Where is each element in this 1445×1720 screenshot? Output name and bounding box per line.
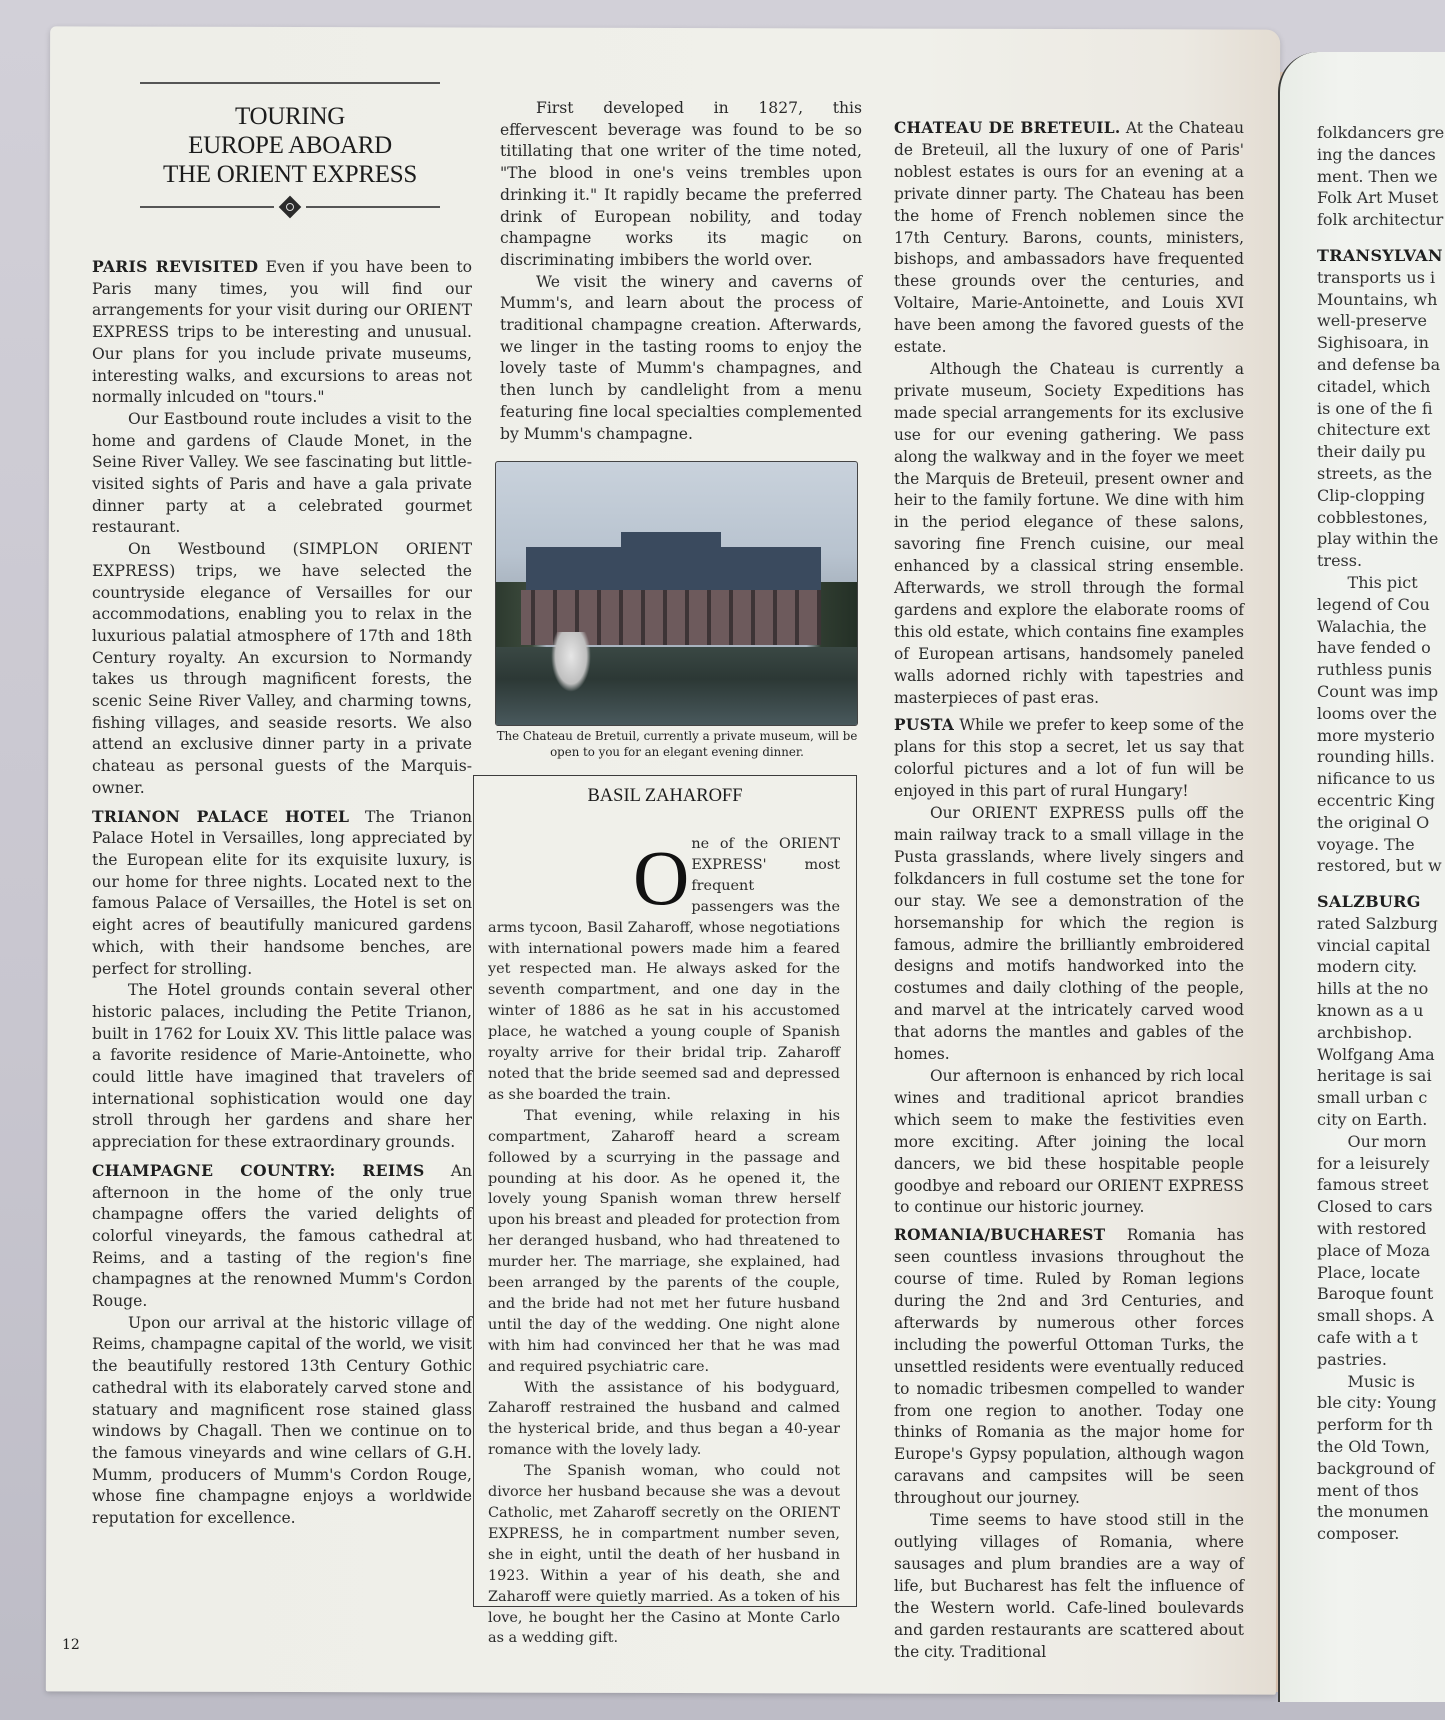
magazine-page-right-partial [1278, 52, 1445, 1702]
next-page-line: pastries. [1317, 1349, 1387, 1369]
next-page-line: city on Earth. [1317, 1110, 1428, 1130]
next-page-line: Baroque fount [1317, 1284, 1434, 1304]
article-title [140, 102, 440, 189]
section-heading-trianon: TRIANON PALACE HOTEL [92, 806, 350, 826]
champagne-history-paragraph: First developed in 1827, this effervescent beverage was found to be so titillating that one writer of the time noted, "The blood in one's veins trembles upon drinking it." It rapidly became the preferred drink of European nobility, and today champagne works its magic on discriminating imbibers the world over. [500, 99, 862, 269]
next-page-line: Our morn [1317, 1131, 1427, 1151]
next-page-line: ment. Then we [1317, 166, 1438, 186]
section-heading-pusta: PUSTA [894, 716, 955, 735]
photo-roof-right [721, 547, 821, 592]
next-page-line: is one of the fi [1317, 398, 1433, 418]
next-page-line: for a leisurely [1317, 1153, 1430, 1173]
next-page-column [1317, 122, 1445, 1545]
pusta-paragraph: Our ORIENT EXPRESS pulls off the main railway track to a small village in the Pusta grasslands, where lively singers and folkdancers in full costume set the tone for our stay. We see a demonstration of the horsemanship for which the region is famous, admire the brilliantly embroidered designs and motifs handworked into the costumes and daily clothing of the people, and marvel at the intricately carved wood that adorns the mantles and gables of the homes. [894, 804, 1244, 1064]
next-page-line: ing the dances [1317, 144, 1436, 164]
paris-paragraph: On Westbound (SIMPLON ORIENT EXPRESS) trips, we have selected the countryside elegance of Versailles for our accommodations, enabling you to relax in the luxurious palatial atmosphere of 17th and 18th Century royalty. An excursion to Normandy takes us through magnificent forests, the scenic Seine River Valley, and charming towns, fishing villages, and seaside resorts. We also attend an exclusive dinner party in a private chateau as personal guests of the Marquis-owner. [92, 540, 472, 797]
sidebar-p1-text: ne of the ORIENT EXPRESS' most frequent passengers was the arms tycoon, Basil Zaharoff, whose negotiations with international powers made him a feared yet respected man. He always asked for the seventh compartment, and one day in the winter of 1886 as he sat in his accustomed place, he watched a young couple of Spanish royalty arrive for their bridal trip. Zaharoff noted that the bride seemed sad and depressed as she boarded the train. [488, 836, 840, 1103]
next-page-line: chitecture ext [1317, 420, 1431, 440]
next-page-line: Music is [1317, 1371, 1415, 1391]
title-line: TOURING [235, 103, 345, 130]
next-page-line: looms over the [1317, 703, 1437, 723]
drop-cap: O [633, 834, 690, 921]
romania-lead: Romania has seen countless invasions throughout the course of time. Ruled by Roman legions during the 2nd and 3rd Centuries, and afterwards by numerous other forces including the powerful Ottoman Turks, the unsettled residents were eventually reduced to nomadic tribesmen compelled to wander from one region to another. Today one thinks of Romania as the major home for Europe's Gypsy population, although wagon caravans and campsites will be seen throughout our journey. [894, 1226, 1244, 1508]
section-heading-champagne: CHAMPAGNE COUNTRY: REIMS [92, 1160, 425, 1180]
next-page-line: nificance to us [1317, 769, 1436, 789]
photo-statue [551, 632, 591, 692]
breteuil-paragraph: Although the Chateau is currently a private museum, Society Expeditions has made special arrangements for its exclusive use for our evening gathering. We pass along the walkway and in the foyer we meet the Marquis de Breteuil, present owner and heir to the family fortune. We dine with him in the period elegance of these salons, savoring fine French cuisine, our meal enhanced by a classical string ensemble. Afterwards, we stroll through the formal gardens and explore the elaborate rooms of this old estate, which contains fine examples of European artisans, handsomely paneled walls adorned richly with tapestries and masterpieces of past eras. [894, 359, 1244, 707]
trianon-lead: The Trianon Palace Hotel in Versailles, long appreciated by the European elite for its exquisite luxury, is our home for three nights. Located next to the famous Palace of Versailles, the Hotel is set on eight acres of beautifully manicured gardens which, with their handsome benches, are perfect for strolling. [92, 807, 472, 978]
diamond-ornament-icon [279, 196, 302, 219]
next-page-line: perform for th [1317, 1415, 1433, 1435]
next-page-line: the monumen [1317, 1502, 1429, 1522]
next-page-line: play within the [1317, 529, 1439, 549]
next-page-line: restored, but w [1317, 856, 1442, 876]
next-page-line: Mountains, wh [1317, 289, 1438, 309]
champagne-paragraph: Upon our arrival at the historic village of Reims, champagne capital of the world, we visit the beautifully restored 13th Century Gothic cathedral with its elaborately carved stone and statuary and magnificent rose stained glass windows by Chagall. Then we continue on to the famous vineyards and wine cellars of G.H. Mumm, producers of Mumm's Cordon Rouge, whose fine champagne enjoys a worldwide reputation for excellence. [92, 1313, 472, 1528]
next-page-line: place of Moza [1317, 1240, 1431, 1260]
next-page-line: the original O [1317, 812, 1430, 832]
next-page-line: hills at the no [1317, 979, 1429, 999]
next-page-line: rated Salzburg [1317, 913, 1438, 933]
next-page-line: voyage. The [1317, 834, 1415, 854]
romania-paragraph: Time seems to have stood still in the outlying villages of Romania, where sausages and plum brandies are a way of life, but Bucharest has felt the influence of the Western world. Cafe-lined boulevards and garden restaurants are scattered about the city. Traditional [894, 1511, 1244, 1661]
next-page-line: Count was imp [1317, 681, 1439, 701]
next-page-line: heritage is sai [1317, 1066, 1432, 1086]
sidebar-body [488, 834, 840, 1649]
champagne-section [92, 1160, 472, 1313]
next-page-line: their daily pu [1317, 442, 1426, 462]
article-title-block [140, 82, 440, 215]
sidebar-paragraph [488, 834, 840, 1106]
next-page-line: folkdancers gre [1317, 123, 1445, 142]
next-page-line: composer. [1317, 1524, 1400, 1544]
next-page-line: Closed to cars [1317, 1197, 1433, 1217]
pusta-lead: While we prefer to keep some of the plans for this stop a secret, let us say that colorful pictures and a lot of fun will be enjoyed in this part of rural Hungary! [894, 716, 1244, 801]
sidebar-title: BASIL ZAHAROFF [587, 786, 743, 806]
section-heading-romania: ROMANIA/BUCHAREST [894, 1226, 1106, 1245]
pusta-section [894, 715, 1244, 803]
next-page-line: Folk Art Muset [1317, 188, 1439, 208]
next-page-line: well-preserve [1317, 311, 1427, 331]
basil-zaharoff-sidebar [473, 775, 857, 1647]
pusta-paragraph: Our afternoon is enhanced by rich local wines and traditional apricot brandies which seem to make the festivities even more exciting. After joining the local dancers, we bid these hospitable people goodbye and reboard our ORIENT EXPRESS to continue our historic journey. [894, 1066, 1244, 1217]
next-page-line: This pict [1317, 572, 1418, 592]
next-page-line: Clip-clopping [1317, 485, 1425, 505]
next-page-line: small shops. A [1317, 1306, 1434, 1326]
next-page-line: TRANSYLVAN [1317, 245, 1443, 265]
next-page-line: vincial capital [1317, 935, 1431, 955]
breteuil-section [894, 118, 1244, 359]
next-page-line: famous street [1317, 1175, 1429, 1195]
next-page-line: rounding hills. [1317, 747, 1435, 767]
page-number: 12 [62, 1637, 80, 1653]
mumm-visit-paragraph: We visit the winery and caverns of Mumm's, and learn about the process of traditional champagne creation. Afterwards, we linger in the tasting rooms to enjoy the lovely taste of Mumm's champagnes, and then lunch by candlelight from a menu featuring fine local specialties complemented by Mumm's champagne. [500, 272, 862, 443]
trianon-paragraph: The Hotel grounds contain several other historic palaces, including the Petite Trianon, built in 1762 for Louix XV. This little palace was a favorite residence of Marie-Antoinette, who could little have imagined that travelers of international sophistication would one day stroll through her gardens and share her appreciation for these extraordinary grounds. [92, 981, 472, 1152]
photo-roof-center [621, 532, 721, 592]
next-page-line: modern city. [1317, 957, 1418, 977]
next-page-line: background of [1317, 1458, 1435, 1478]
column-1 [92, 256, 472, 1530]
breteuil-lead: At the Chateau de Breteuil, all the luxury of one of Paris' noblest estates is ours for an evening at a private dinner party. The Chateau has been the home of French noblemen since the 17th Century. Barons, counts, ministers, bishops, and ambassadors have frequented these grounds over the centuries, and Voltaire, Marie-Antoinette, and Louis XVI have been among the favored guests of the estate. [894, 119, 1245, 357]
ornament-rule-left [140, 206, 274, 208]
section-heading-breteuil: CHATEAU DE BRETEUIL. [894, 119, 1121, 137]
photo-caption: The Chateau de Bretuil, currently a private museum, will be open to you for an elegant evening dinner. [496, 729, 858, 759]
column-2 [500, 98, 862, 445]
next-page-line: known as a u [1317, 1001, 1424, 1021]
next-page-line: ruthless punis [1317, 660, 1432, 680]
next-page-line: folk architectur [1317, 210, 1444, 230]
next-page-line: SALZBURG [1317, 892, 1421, 912]
next-page-line: ble city: Young [1317, 1393, 1437, 1413]
sidebar-paragraph: With the assistance of his bodyguard, Zaharoff restrained the husband and calmed the hysterical bride, and thus began a 40-year romance with the lovely lady. [488, 1379, 840, 1459]
romania-section [894, 1225, 1244, 1510]
next-page-line: Sighisoara, in [1317, 333, 1429, 353]
next-page-line: with restored [1317, 1219, 1427, 1239]
next-page-line: legend of Cou [1317, 594, 1430, 614]
next-page-line: transports us i [1317, 267, 1436, 287]
next-page-line: and defense ba [1317, 354, 1441, 374]
next-page-line: cafe with a t [1317, 1328, 1418, 1348]
champagne-lead: An afternoon in the home of the only true champagne offers the varied delights of colorful vineyards, the famous cathedral at Reims, and a tasting of the region's fine champagnes at the renowned Mumm's Cordon Rouge. [92, 1161, 472, 1311]
title-line: THE ORIENT EXPRESS [163, 161, 417, 188]
next-page-line: Wolfgang Ama [1317, 1044, 1435, 1064]
next-page-line: have fended o [1317, 638, 1431, 658]
next-page-line: archbishop. [1317, 1022, 1413, 1042]
title-top-rule [140, 82, 440, 84]
section-heading-paris: PARIS REVISITED [92, 257, 259, 276]
line-gap [1317, 231, 1445, 245]
sidebar-paragraph: That evening, while relaxing in his compartment, Zaharoff heard a scream followed by a scurrying in the passage and pounding at his door. As he opened it, the lovely young Spanish woman threw herself upon his breast and pleaded for protection from her deranged husband, who had threatened to murder her. The marriage, she explained, had been arranged by the parents of the couple, and the bride had not met her future husband until the day of the wedding. One night alone with him had convinced her that he was mad and required psychiatric care. [488, 1107, 840, 1375]
chateau-photo [495, 461, 858, 726]
paris-lead: Even if you have been to Paris many times, you will find our arrangements for your visit during our ORIENT EXPRESS trips to be interesting and unusual. Our plans for you include private museums, interesting walks, and excursions to areas not normally inlcuded on "tours." [92, 258, 472, 407]
next-page-line: ment of thos [1317, 1480, 1419, 1500]
next-page-line: small urban c [1317, 1088, 1428, 1108]
next-page-line: citadel, which [1317, 376, 1431, 396]
next-page-line: eccentric King [1317, 790, 1436, 810]
sidebar-paragraph: The Spanish woman, who could not divorce her husband because she was a devout Catholic, met Zaharoff secretly on the ORIENT EXPRESS, he in compartment number seven, she in eight, until the death of her husband in 1923. Within a year of his death, she and Zaharoff were quietly married. As a token of his love, he bought her the Casino at Monte Carlo as a wedding gift. [488, 1463, 840, 1647]
title-ornament [140, 199, 440, 215]
photo-roof-left [526, 547, 621, 592]
paris-section [92, 256, 472, 409]
next-page-line: the Old Town, [1317, 1437, 1430, 1457]
paris-paragraph: Our Eastbound route includes a visit to the home and gardens of Claude Monet, in the Seine River Valley. We see fascinating but little-visited sights of Paris and have a gala private dinner party at a celebrated gourmet restaurant. [92, 409, 472, 537]
next-page-line: streets, as the [1317, 463, 1433, 483]
column-3 [894, 118, 1244, 1663]
title-line: EUROPE ABOARD [188, 132, 392, 159]
line-gap [1317, 877, 1445, 891]
next-page-line: more mysterio [1317, 725, 1435, 745]
ornament-rule-right [306, 206, 440, 208]
next-page-line: Place, locate [1317, 1262, 1421, 1282]
next-page-line: Walachia, the [1317, 616, 1427, 636]
next-page-line: tress. [1317, 551, 1363, 571]
trianon-section [92, 806, 472, 981]
next-page-line: cobblestones, [1317, 507, 1429, 527]
